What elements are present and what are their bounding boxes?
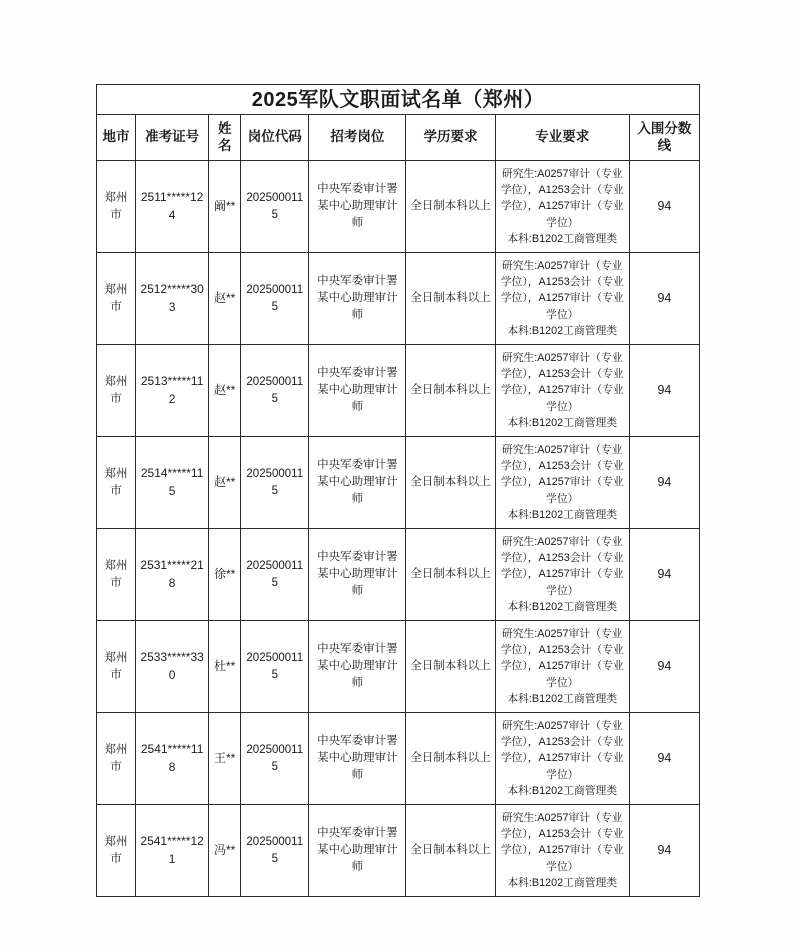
column-header-ticket: 准考证号 xyxy=(136,115,209,161)
cell-score: 94 xyxy=(629,161,699,253)
column-header-code: 岗位代码 xyxy=(241,115,309,161)
cell-edu: 全日制本科以上 xyxy=(406,805,495,897)
cell-major xyxy=(495,529,629,621)
title-row xyxy=(97,85,700,115)
cell-post: 中央军委审计署某中心助理审计师 xyxy=(309,253,406,345)
cell-code: 2025000115 xyxy=(241,805,309,897)
major-undergraduate-requirement: 本科:B1202工商管理类 xyxy=(507,876,618,889)
column-header-city: 地市 xyxy=(97,115,136,161)
column-header-score: 入围分数线 xyxy=(629,115,699,161)
cell-edu: 全日制本科以上 xyxy=(406,253,495,345)
cell-major xyxy=(495,253,629,345)
cell-city: 郑州市 xyxy=(97,437,136,529)
cell-name: 王** xyxy=(209,713,241,805)
cell-code: 2025000115 xyxy=(241,253,309,345)
table-row xyxy=(97,529,700,621)
cell-ticket: 2511*****124 xyxy=(136,161,209,253)
table-body xyxy=(97,161,700,897)
cell-major xyxy=(495,161,629,253)
cell-post: 中央军委审计署某中心助理审计师 xyxy=(309,161,406,253)
cell-name: 阚** xyxy=(209,161,241,253)
roster-table-container xyxy=(96,84,700,897)
cell-ticket: 2533*****330 xyxy=(136,621,209,713)
major-graduate-requirement: 研究生:A0257审计（专业学位），A1253会计（专业学位），A1257审计（专业学位） xyxy=(500,536,624,597)
cell-post: 中央军委审计署某中心助理审计师 xyxy=(309,529,406,621)
cell-post: 中央军委审计署某中心助理审计师 xyxy=(309,805,406,897)
major-undergraduate-requirement: 本科:B1202工商管理类 xyxy=(507,232,618,245)
column-header-name: 姓名 xyxy=(209,115,241,161)
cell-score: 94 xyxy=(629,621,699,713)
cell-score: 94 xyxy=(629,345,699,437)
cell-major xyxy=(495,621,629,713)
major-undergraduate-requirement: 本科:B1202工商管理类 xyxy=(507,508,618,521)
major-graduate-requirement: 研究生:A0257审计（专业学位），A1253会计（专业学位），A1257审计（专业学位） xyxy=(500,720,624,781)
cell-major xyxy=(495,345,629,437)
cell-code: 2025000115 xyxy=(241,345,309,437)
cell-city: 郑州市 xyxy=(97,621,136,713)
cell-major xyxy=(495,805,629,897)
cell-city: 郑州市 xyxy=(97,253,136,345)
cell-code: 2025000115 xyxy=(241,437,309,529)
cell-edu: 全日制本科以上 xyxy=(406,529,495,621)
table-row xyxy=(97,805,700,897)
cell-city: 郑州市 xyxy=(97,805,136,897)
major-undergraduate-requirement: 本科:B1202工商管理类 xyxy=(507,692,618,705)
column-header-edu: 学历要求 xyxy=(406,115,495,161)
cell-code: 2025000115 xyxy=(241,713,309,805)
cell-name: 徐** xyxy=(209,529,241,621)
cell-major xyxy=(495,713,629,805)
major-graduate-requirement: 研究生:A0257审计（专业学位），A1253会计（专业学位），A1257审计（专业学位） xyxy=(500,628,624,689)
cell-ticket: 2531*****218 xyxy=(136,529,209,621)
cell-score: 94 xyxy=(629,437,699,529)
cell-code: 2025000115 xyxy=(241,529,309,621)
major-undergraduate-requirement: 本科:B1202工商管理类 xyxy=(507,600,618,613)
cell-major xyxy=(495,437,629,529)
major-graduate-requirement: 研究生:A0257审计（专业学位），A1253会计（专业学位），A1257审计（专业学位） xyxy=(500,260,624,321)
cell-code: 2025000115 xyxy=(241,621,309,713)
cell-ticket: 2512*****303 xyxy=(136,253,209,345)
cell-score: 94 xyxy=(629,713,699,805)
cell-city: 郑州市 xyxy=(97,529,136,621)
column-header-major: 专业要求 xyxy=(495,115,629,161)
cell-edu: 全日制本科以上 xyxy=(406,713,495,805)
cell-post: 中央军委审计署某中心助理审计师 xyxy=(309,713,406,805)
header-row xyxy=(97,115,700,161)
cell-edu: 全日制本科以上 xyxy=(406,437,495,529)
cell-edu: 全日制本科以上 xyxy=(406,161,495,253)
cell-city: 郑州市 xyxy=(97,345,136,437)
cell-city: 郑州市 xyxy=(97,713,136,805)
cell-name: 赵** xyxy=(209,437,241,529)
table-row xyxy=(97,253,700,345)
interview-roster-table xyxy=(96,84,700,897)
cell-post: 中央军委审计署某中心助理审计师 xyxy=(309,345,406,437)
document-title: 2025军队文职面试名单（郑州） xyxy=(97,85,700,115)
cell-ticket: 2541*****121 xyxy=(136,805,209,897)
cell-name: 冯** xyxy=(209,805,241,897)
cell-post: 中央军委审计署某中心助理审计师 xyxy=(309,437,406,529)
cell-score: 94 xyxy=(629,529,699,621)
cell-name: 赵** xyxy=(209,253,241,345)
cell-ticket: 2513*****112 xyxy=(136,345,209,437)
table-row xyxy=(97,621,700,713)
table-row xyxy=(97,161,700,253)
table-row xyxy=(97,713,700,805)
major-graduate-requirement: 研究生:A0257审计（专业学位），A1253会计（专业学位），A1257审计（专业学位） xyxy=(500,812,624,873)
cell-edu: 全日制本科以上 xyxy=(406,621,495,713)
cell-edu: 全日制本科以上 xyxy=(406,345,495,437)
major-graduate-requirement: 研究生:A0257审计（专业学位），A1253会计（专业学位），A1257审计（专业学位） xyxy=(500,444,624,505)
major-undergraduate-requirement: 本科:B1202工商管理类 xyxy=(507,784,618,797)
cell-post: 中央军委审计署某中心助理审计师 xyxy=(309,621,406,713)
cell-code: 2025000115 xyxy=(241,161,309,253)
major-undergraduate-requirement: 本科:B1202工商管理类 xyxy=(507,324,618,337)
cell-ticket: 2514*****115 xyxy=(136,437,209,529)
table-head xyxy=(97,85,700,161)
table-row xyxy=(97,345,700,437)
cell-name: 杜** xyxy=(209,621,241,713)
major-undergraduate-requirement: 本科:B1202工商管理类 xyxy=(507,416,618,429)
cell-city: 郑州市 xyxy=(97,161,136,253)
major-graduate-requirement: 研究生:A0257审计（专业学位），A1253会计（专业学位），A1257审计（专业学位） xyxy=(500,168,624,229)
major-graduate-requirement: 研究生:A0257审计（专业学位），A1253会计（专业学位），A1257审计（专业学位） xyxy=(500,352,624,413)
cell-name: 赵** xyxy=(209,345,241,437)
cell-score: 94 xyxy=(629,805,699,897)
column-header-post: 招考岗位 xyxy=(309,115,406,161)
cell-ticket: 2541*****118 xyxy=(136,713,209,805)
cell-score: 94 xyxy=(629,253,699,345)
table-row xyxy=(97,437,700,529)
